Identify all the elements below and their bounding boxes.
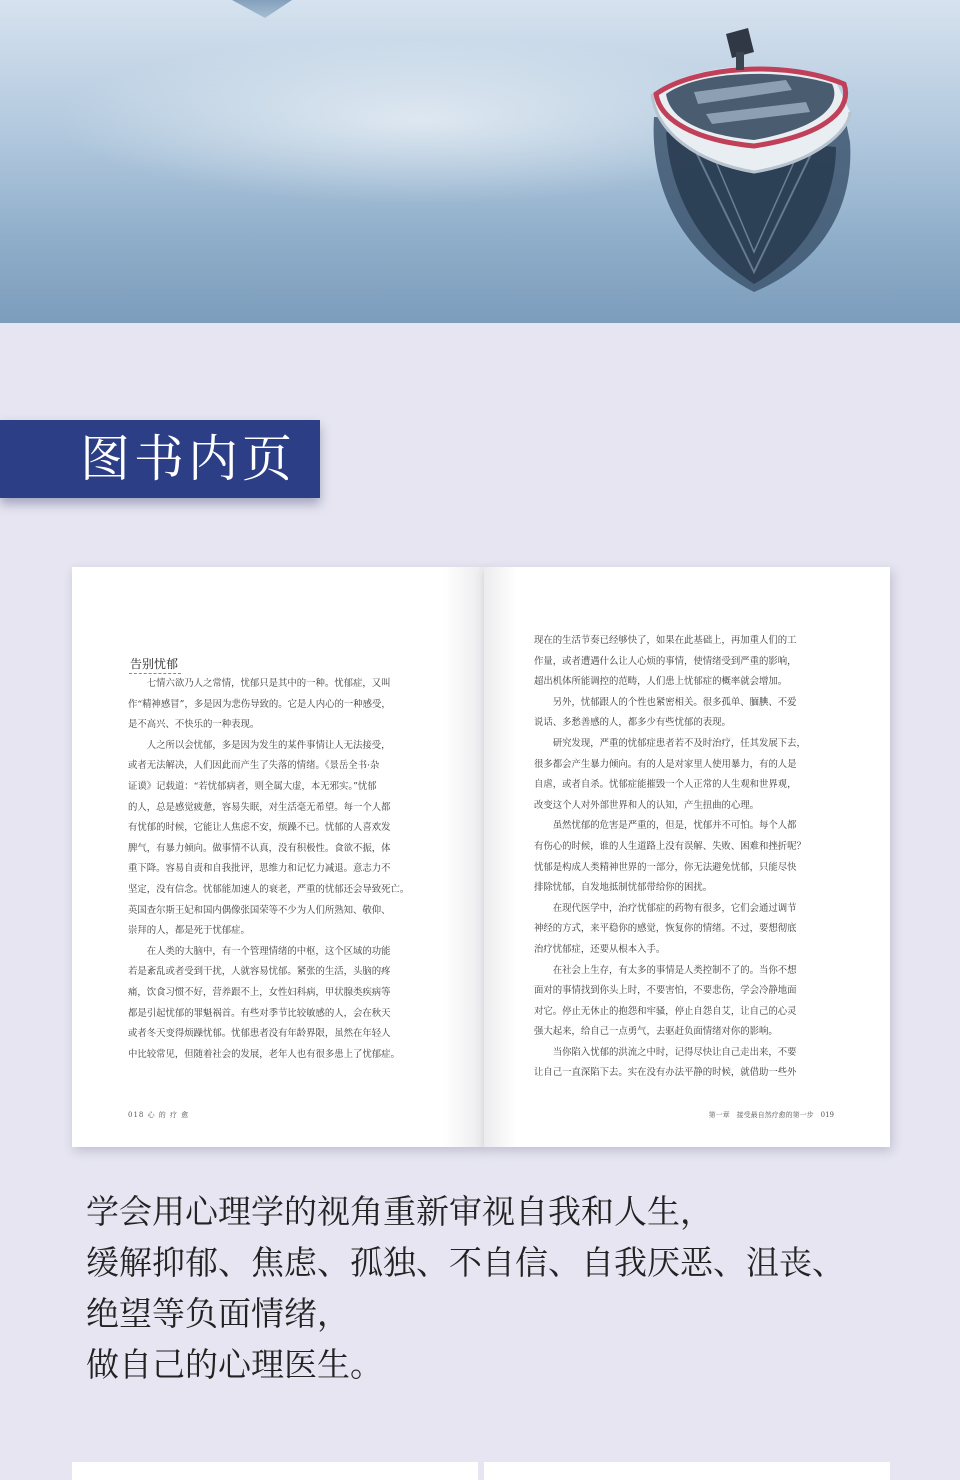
text-line: 排除忧郁，自发地抵制忧郁带给你的困扰。 xyxy=(534,882,713,894)
text-line: 改变这个人对外部世界和人的认知，产生扭曲的心理。 xyxy=(534,799,760,811)
text-line: 重下降。容易自责和自我批评，思维力和记忆力减退。意志力不 xyxy=(128,863,391,875)
page-text-right xyxy=(534,631,840,1084)
text-line: 英国查尔斯王妃和国内偶像张国荣等不少为人们所熟知、敬仰、 xyxy=(128,904,391,916)
boat-illustration xyxy=(636,22,866,297)
text-line: 治疗忧郁症，还要从根本入手。 xyxy=(534,943,666,955)
text-line: 或者无法解决，人们因此而产生了失落的情绪。《景岳全书·杂 xyxy=(128,760,380,772)
text-line: 研究发现，严重的忧郁症患者若不及时治疗，任其发展下去， xyxy=(534,737,806,749)
text-line: 脾气，有暴力倾向。做事情不认真，没有积极性。食欲不振，体 xyxy=(128,842,391,854)
text-line: 在社会上生存，有太多的事情是人类控制不了的。当你不想 xyxy=(534,964,797,976)
book-page-left xyxy=(72,567,484,1147)
text-line: 崇拜的人，都是死于忧郁症。 xyxy=(128,925,250,937)
text-line: 都是引起忧郁的罪魁祸首。有些对季节比较敏感的人，会在秋天 xyxy=(128,1007,391,1019)
text-line: 面对的事情找到你头上时，不要害怕，不要悲伤，学会冷静地面 xyxy=(534,985,797,997)
text-line: 的人，总是感觉疲惫，容易失眠，对生活毫无希望。每一个人都 xyxy=(128,801,391,813)
caption-line: 缓解抑郁、焦虑、孤独、不自信、自我厌恶、沮丧、 xyxy=(86,1243,845,1282)
book-page-right xyxy=(484,567,890,1147)
hero-photo xyxy=(0,0,960,323)
chapter-title: 告别忧郁 xyxy=(130,657,179,671)
text-line: 现在的生活节奏已经够快了，如果在此基础上，再加重人们的工 xyxy=(534,635,797,646)
caption-line: 绝望等负面情绪， xyxy=(86,1294,350,1333)
caption-line: 做自己的心理医生。 xyxy=(86,1345,383,1384)
text-line: 神经的方式，来平稳你的感觉，恢复你的情绪。不过，要想彻底 xyxy=(534,923,797,935)
text-line: 当你陷入忧郁的洪流之中时，记得尽快让自己走出来，不要 xyxy=(534,1046,797,1058)
text-line: 坚定，没有信念。忧郁能加速人的衰老，严重的忧郁还会导致死亡。 xyxy=(128,883,410,895)
caption-line: 学会用心理学的视角重新审视自我和人生， xyxy=(86,1192,713,1231)
text-line: 有伤心的时候，谁的人生道路上没有误解、失败、困难和挫折呢？ xyxy=(534,840,806,852)
text-line: 在人类的大脑中，有一个管理情绪的中枢，这个区域的功能 xyxy=(128,945,391,957)
text-line: 自虐，或者自杀。忧郁症能摧毁一个人正常的人生观和世界观， xyxy=(534,779,797,791)
page-number-left: 018 心 的 疗 愈 xyxy=(128,1111,190,1119)
text-line: 说话、多愁善感的人，都多少有些忧郁的表现。 xyxy=(534,717,731,729)
text-line: 虽然忧郁的危害是严重的，但是，忧郁并不可怕。每个人都 xyxy=(534,820,797,832)
text-line: 痛，饮食习惯不好，营养跟不上，女性妇科病，甲状腺类疾病等 xyxy=(128,986,391,998)
text-line: 作量，或者遭遇什么让人心烦的事情，使情绪受到严重的影响， xyxy=(534,655,797,667)
text-line: 很多都会产生暴力倾向。有的人是对家里人使用暴力，有的人是 xyxy=(534,758,797,770)
section-banner xyxy=(0,420,320,498)
next-page-right xyxy=(484,1462,890,1480)
text-line: 忧郁是构成人类精神世界的一部分，你无法避免忧郁，只能尽快 xyxy=(534,861,797,873)
text-line: 作“精神感冒”，多是因为悲伤导致的。它是人内心的一种感受， xyxy=(128,698,391,710)
text-line: 中比较常见，但随着社会的发展，老年人也有很多患上了忧郁症。 xyxy=(128,1048,400,1060)
text-line: 人之所以会忧郁，多是因为发生的某件事情让人无法接受， xyxy=(128,739,391,751)
text-line: 七情六欲乃人之常情，忧郁只是其中的一种。忧郁症，又叫 xyxy=(128,678,391,689)
text-line: 另外，忧郁跟人的个性也紧密相关。很多孤单、腼腆、不爱 xyxy=(534,696,797,708)
description-caption xyxy=(86,1186,845,1390)
text-line: 证谟》记载道：“若忧郁病者，则全属大虚，本无邪实。”忧郁 xyxy=(128,780,377,792)
text-line: 对它。停止无休止的抱怨和牢骚，停止自怨自艾，让自己的心灵 xyxy=(534,1005,797,1017)
text-line: 有忧郁的时候，它能让人焦虑不安，烦躁不已。忧郁的人喜欢发 xyxy=(128,822,391,834)
page-text-left xyxy=(128,674,430,1065)
section-title: 图书内页 xyxy=(80,430,296,488)
text-line: 超出机体所能调控的范畴，人们患上忧郁症的概率就会增加。 xyxy=(534,676,788,688)
text-line: 是不高兴、不快乐的一种表现。 xyxy=(128,719,260,731)
text-line: 强大起来，给自己一点勇气，去驱赶负面情绪对你的影响。 xyxy=(534,1026,778,1038)
text-line: 在现代医学中，治疗忧郁症的药物有很多，它们会通过调节 xyxy=(534,902,797,914)
page-number-right: 第一章 接受最自然疗愈的第一步 019 xyxy=(708,1111,834,1119)
next-page-left xyxy=(72,1462,478,1480)
text-line: 若是紊乱或者受到干扰，人就容易忧郁。紧张的生活，头脑的疼 xyxy=(128,966,391,978)
text-line: 让自己一直深陷下去。实在没有办法平静的时候，就借助一些外 xyxy=(534,1067,797,1079)
text-line: 或者冬天变得烦躁忧郁。忧郁患者没有年龄界限，虽然在年轻人 xyxy=(128,1028,391,1040)
